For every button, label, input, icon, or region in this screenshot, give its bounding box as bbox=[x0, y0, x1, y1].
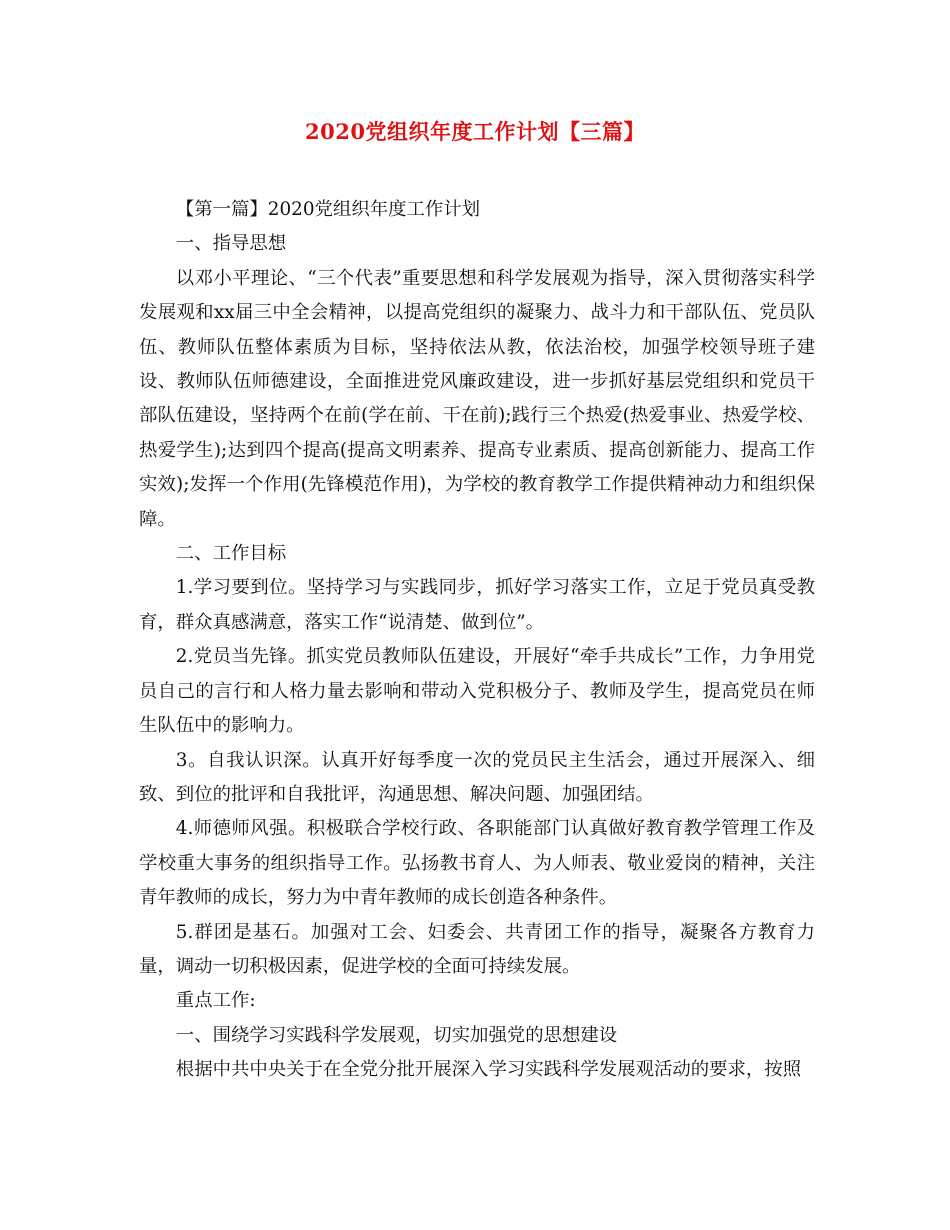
document-title: 2020党组织年度工作计划【三篇】 bbox=[305, 119, 645, 144]
paragraph-guiding-ideology: 以邓小平理论、“三个代表”重要思想和科学发展观为指导，深入贯彻落实科学发展观和xx届三中全会精神，以提高党组织的凝聚力、战斗力和干部队伍、党员队伍、教师队伍整体素质为目标，坚持依法从教，依法治校，加强学校领导班子建设、教师队伍师德建设，全面推进党风廉政建设，进一步抓好基层党组织和党员干部队伍建设，坚持两个在前(学在前、干在前);践行三个热爱(热爱事业、热爱学校、热爱学生);达到四个提高(提高文明素养、提高专业素质、提高创新能力、提高工作实效);发挥一个作用(先锋模范作用)，为学校的教育教学工作提供精神动力和组织保障。 bbox=[139, 267, 815, 530]
heading-guiding-ideology: 一、指导思想 bbox=[175, 233, 287, 255]
heading-key-work: 重点工作: bbox=[175, 990, 256, 1012]
goal-item-1: 1.学习要到位。坚持学习与实践同步，抓好学习落实工作，立足于党员真受教育，群众真感满意，落实工作“说清楚、做到位”。 bbox=[139, 577, 815, 633]
document-body bbox=[139, 193, 815, 1088]
section-heading-first-part: 【第一篇】2020党组织年度工作计划 bbox=[175, 199, 481, 220]
goal-item-5: 5.群团是基石。加强对工会、妇委会、共青团工作的指导，凝聚各方教育力量，调动一切积极因素，促进学校的全面可持续发展。 bbox=[139, 921, 815, 977]
key-work-item-1-paragraph: 根据中共中央关于在全党分批开展深入学习实践科学发展观活动的要求，按照 bbox=[175, 1059, 802, 1081]
goal-item-2: 2.党员当先锋。抓实党员教师队伍建设，开展好“牵手共成长”工作，力争用党员自己的言行和人格力量去影响和带动入党积极分子、教师及学生，提高党员在师生队伍中的影响力。 bbox=[139, 646, 815, 737]
goal-item-3: 3。自我认识深。认真开好每季度一次的党员民主生活会，通过开展深入、细致、到位的批评和自我批评，沟通思想、解决问题、加强团结。 bbox=[139, 749, 815, 805]
goal-item-4: 4.师德师风强。积极联合学校行政、各职能部门认真做好教育教学管理工作及学校重大事务的组织指导工作。弘扬教书育人、为人师表、敬业爱岗的精神，关注青年教师的成长，努力为中青年教师的成长创造各种条件。 bbox=[139, 818, 815, 909]
heading-work-goals: 二、工作目标 bbox=[175, 543, 287, 565]
key-work-item-1-heading: 一、围绕学习实践科学发展观，切实加强党的思想建设 bbox=[175, 1024, 618, 1046]
